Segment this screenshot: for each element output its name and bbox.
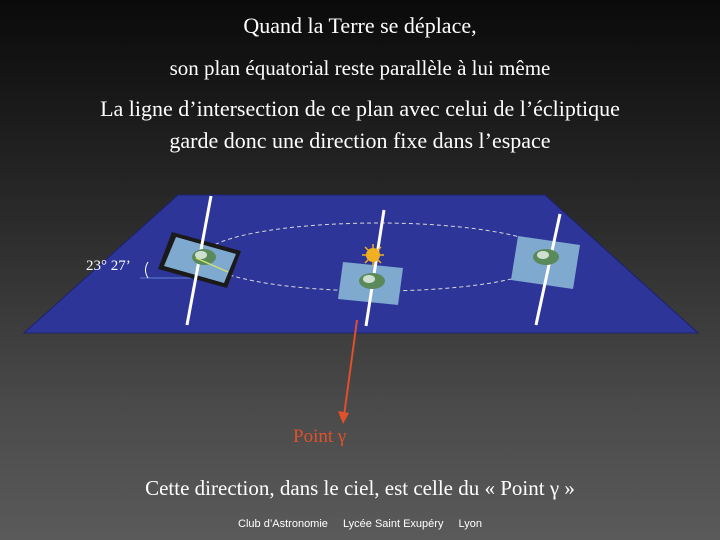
title-line-1: Quand la Terre se déplace, bbox=[243, 13, 477, 38]
footer bbox=[0, 518, 720, 530]
title-line-2: son plan équatorial reste parallèle à lui même bbox=[169, 56, 551, 80]
conclusion-line: Cette direction, dans le ciel, est celle du « Point γ » bbox=[145, 476, 575, 500]
footer-city: Lyon bbox=[458, 518, 482, 530]
explanation-line-1: La ligne d’intersection de ce plan avec celui de l’écliptique bbox=[100, 96, 620, 121]
axial-tilt-label: 23° 27’ bbox=[86, 258, 131, 274]
arrow-head bbox=[338, 411, 349, 424]
explanation-line-2: garde donc une direction fixe dans l’espace bbox=[169, 128, 551, 153]
footer-club: Club d’Astronomie bbox=[238, 518, 328, 530]
sun-icon bbox=[362, 244, 384, 266]
footer-school: Lycée Saint Exupéry bbox=[342, 518, 444, 530]
point-gamma-direction-arrow bbox=[344, 320, 357, 416]
point-gamma-label: Point γ bbox=[293, 426, 347, 447]
